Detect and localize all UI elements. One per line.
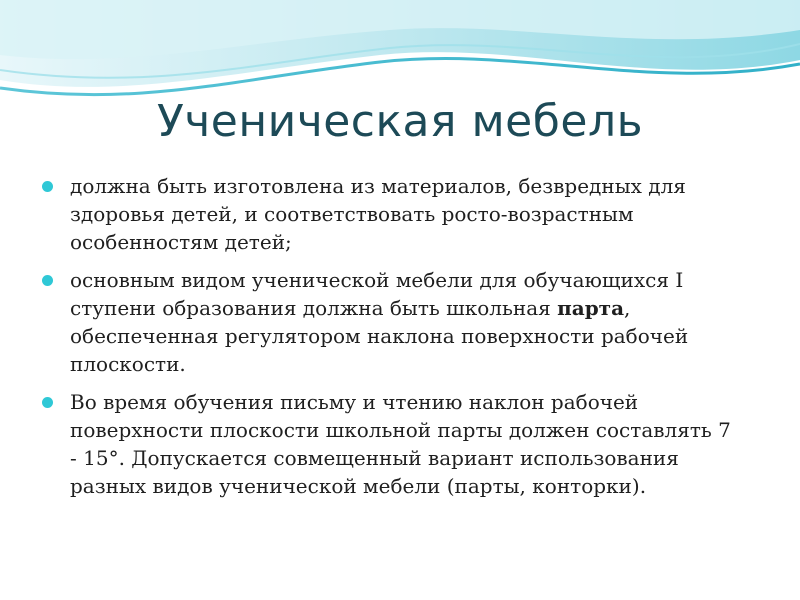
bullet-text: должна быть изготовлена из материалов, безвредных для здоровья детей, и соответствовать росто-возрастным особенностям детей; — [70, 174, 686, 254]
bullet-bold-term: парта — [557, 296, 625, 320]
slide-title: Ученическая мебель — [156, 96, 644, 147]
bullet-item — [42, 266, 742, 378]
bullet-dot-icon — [42, 275, 53, 286]
bullet-dot-icon — [42, 397, 53, 408]
bullet-list — [42, 172, 742, 510]
bullet-text-end: , обеспеченная регулятором наклона поверхности рабочей плоскости. — [70, 296, 689, 376]
header-wave-decoration — [0, 0, 800, 110]
bullet-item — [42, 388, 742, 500]
bullet-item — [42, 172, 742, 256]
bullet-text-start: основным видом ученической мебели для обучающихся I ступени образования должна быть школьная — [70, 268, 684, 320]
bullet-dot-icon — [42, 181, 53, 192]
bullet-text: Во время обучения письму и чтению наклон рабочей поверхности плоскости школьной парты должен составлять 7 - 15°. Допускается совмещенный вариант использования разных видов ученической мебели (парты, конторки). — [70, 390, 731, 498]
